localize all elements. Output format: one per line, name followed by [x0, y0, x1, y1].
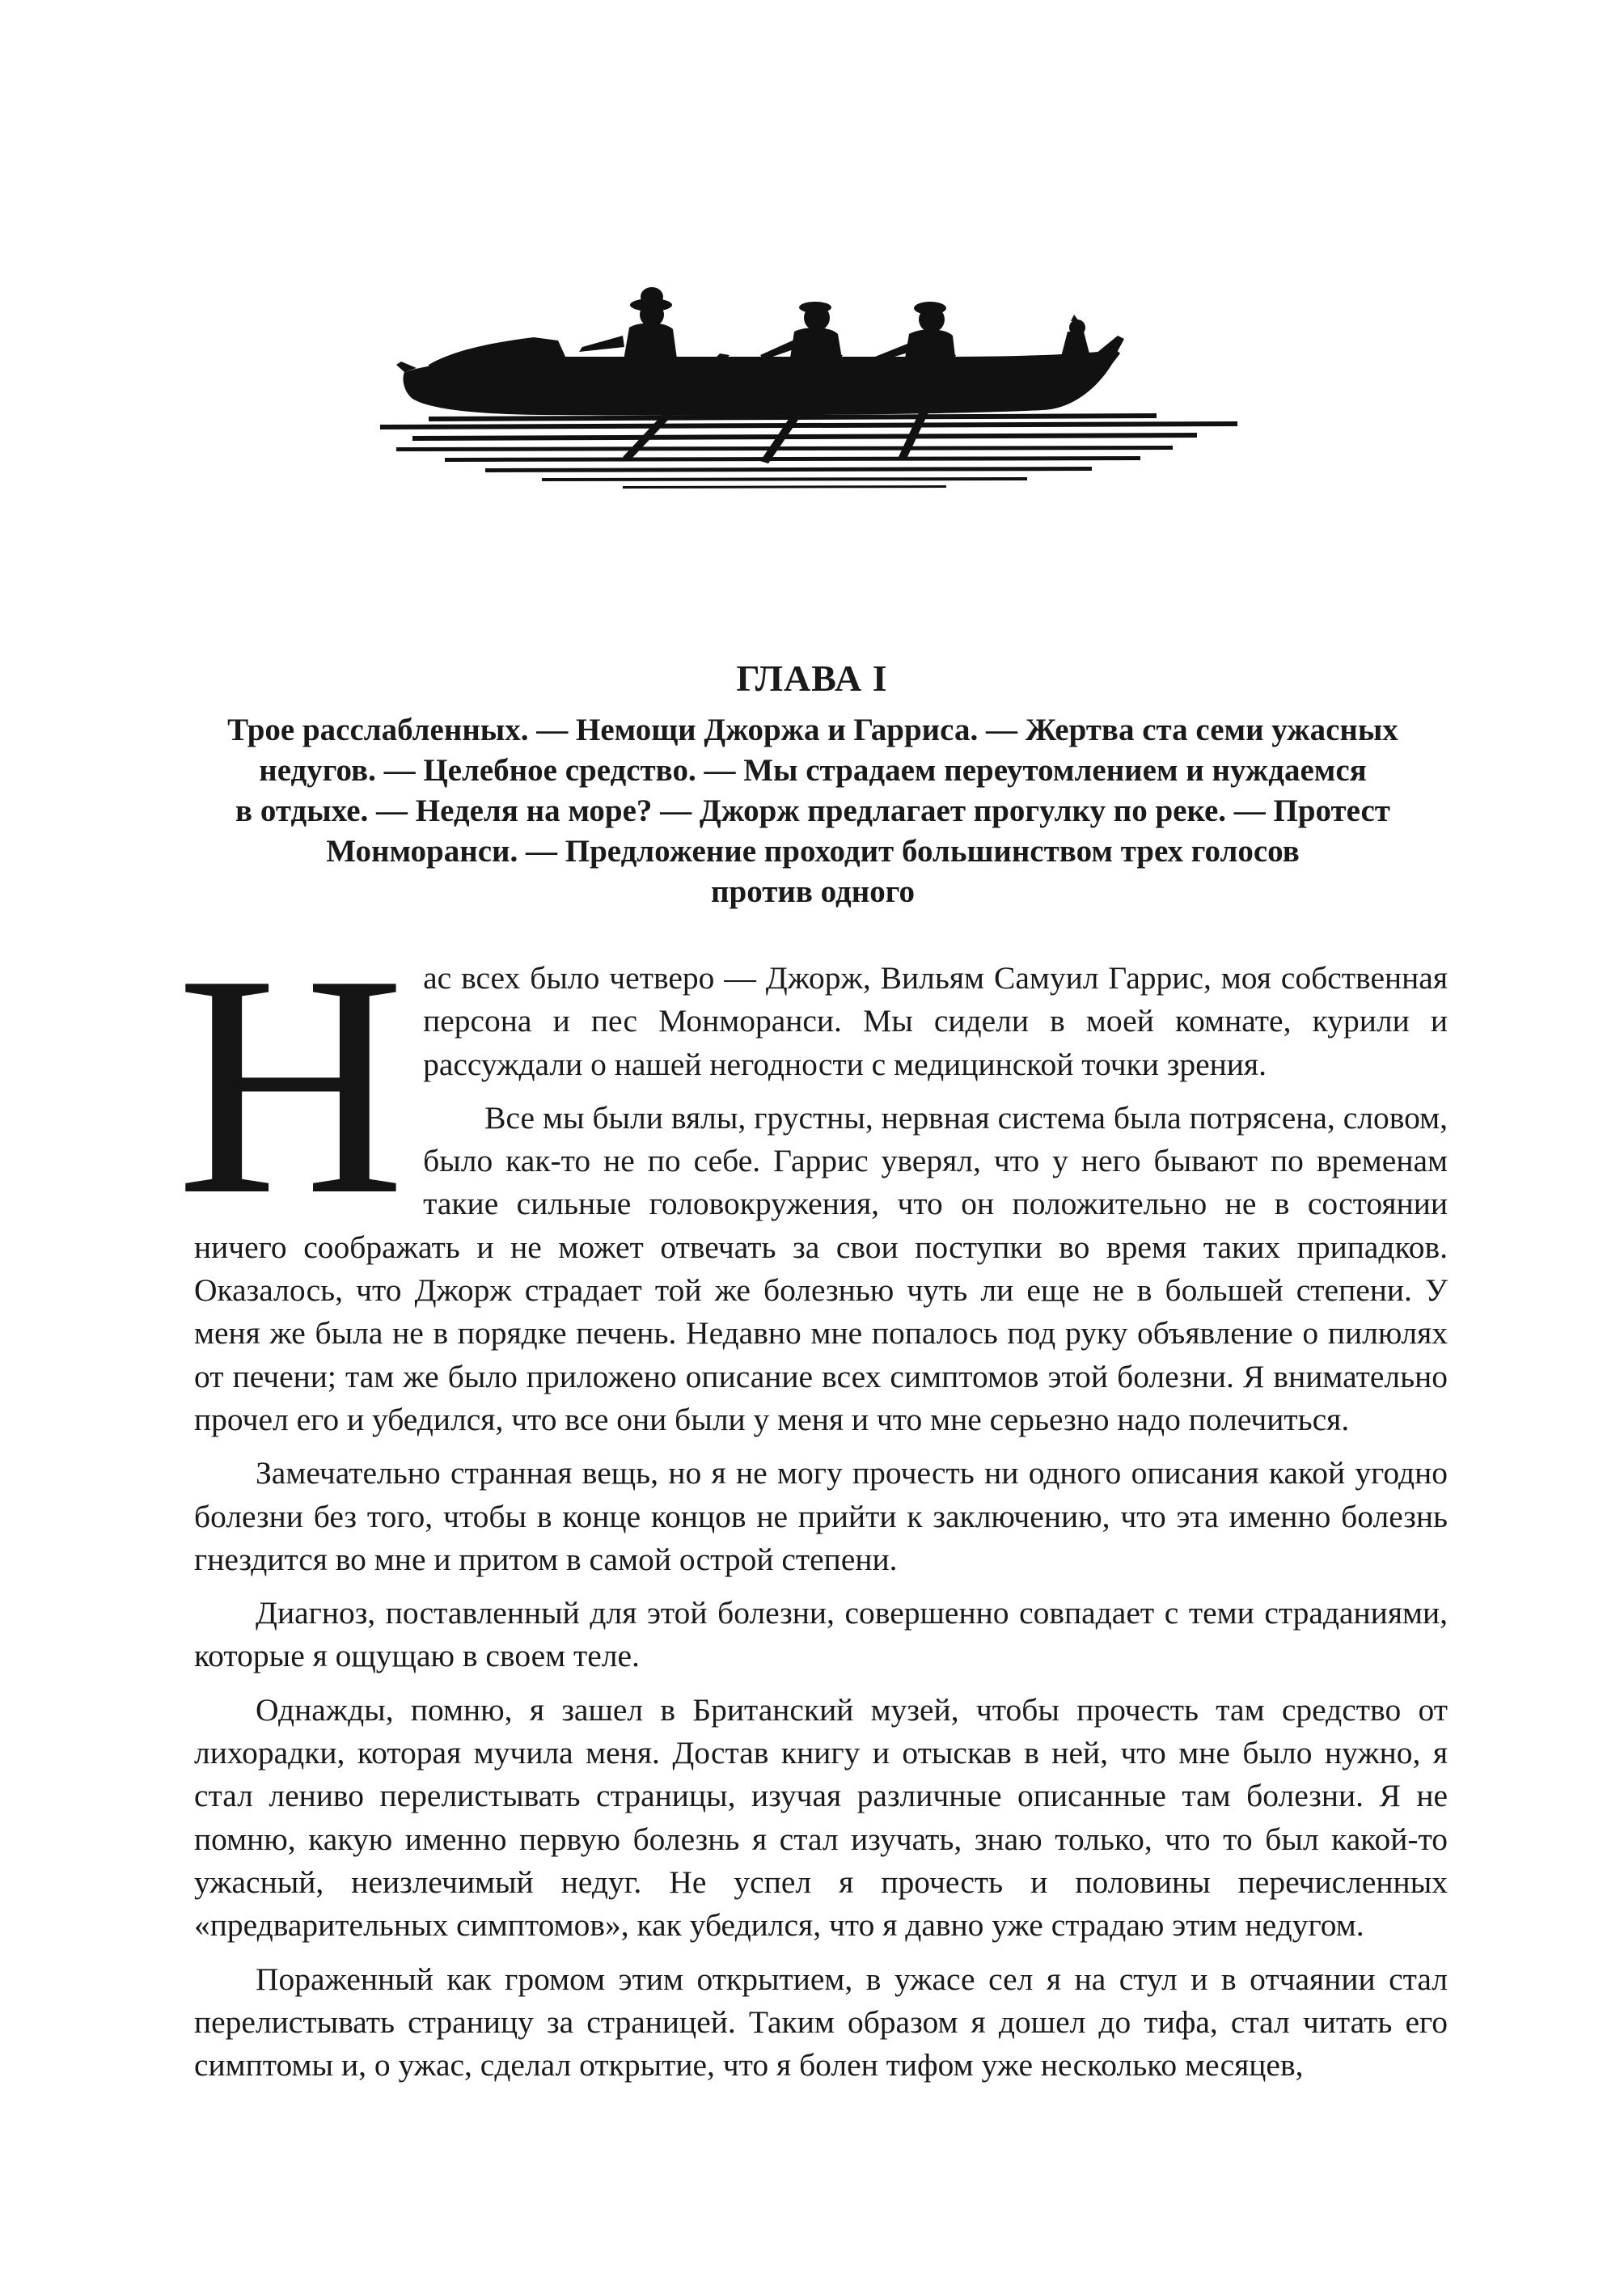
drop-cap: Н: [176, 909, 406, 1260]
body-paragraph: Замечательно странная вещь, но я не могу прочесть ни одного описания какой угодно болезни без того, чтобы в конце концов не прийти к заключению, что эта именно болезнь гнездится во мне и притом в самой острой степени.: [194, 1455, 1448, 1577]
body-paragraph: Все мы были вялы, грустны, нервная система была потрясена, словом, было как-то не по себе. Гаррис уверял, что у него бывают по временам такие сильные головокружения, что он положительно не в состоянии ничего соображать и не может отвечать за свои поступки во время таких припадков. Оказалось, что Джорж страдает той же болезнью чуть ли еще не в большей степени. У меня же была не в порядке печень. Недавно мне попалось под руку объявление о пилюлях от печени; там же было приложено описание всех симптомов этой болезни. Я внимательно прочел его и убедился, что все они были у меня и что мне серьезно надо полечиться.: [194, 1099, 1448, 1437]
body-paragraph: Однажды, помню, я зашел в Британский музей, чтобы прочесть там средство от лихорадки, которая мучила меня. Достав книгу и отыскав в ней, что мне было нужно, я стал лениво перелистывать страницы, изучая различные описанные там болезни. Я не помню, какую именно первую болезнь я стал изучать, знаю только, что то был какой-то ужасный, неизлечимый недуг. Не успел я прочесть и половины перечисленных «предварительных симптомов», как убедился, что я давно уже страдаю этим недугом.: [194, 1691, 1448, 1944]
paragraph-text: ас всех было четверо — Джорж, Вильям Самуил Гаррис, моя собственная персона и пес Монморанси. Мы сидели в моей комнате, курили и рассуждали о нашей негодности с медицинской точки зрения.: [423, 960, 1448, 1082]
chapter-title: ГЛАВА I: [736, 658, 888, 699]
chapter-synopsis: [170, 710, 1456, 912]
synopsis-line: Монморанси. — Предложение проходит большинством трех голосов: [326, 834, 1300, 869]
synopsis-line: против одного: [711, 874, 915, 909]
synopsis-line: недугов. — Целебное средство. — Мы страдаем переутомлением и нуждаемся: [259, 753, 1367, 788]
chapter-body: [176, 909, 1448, 2097]
body-paragraph: [176, 909, 1448, 1260]
body-paragraph: Диагноз, поставленный для этой болезни, совершенно совпадает с теми страданиями, которые я ощущаю в своем теле.: [194, 1595, 1448, 1674]
rowing-boat-illustration: [380, 287, 1237, 497]
synopsis-line: Трое расслабленных. — Немощи Джоржа и Гарриса. — Жертва ста семи ужасных: [227, 713, 1398, 747]
body-paragraph: Пораженный как громом этим открытием, в ужасе сел я на стул и в отчаянии стал перелистывать страницу за страницей. Таким образом я дошел до тифа, стал читать его симптомы и, о ужас, сделал открытие, что я болен тифом уже несколько месяцев,: [194, 1961, 1448, 2084]
synopsis-line: в отдыхе. — Неделя на море? — Джорж предлагает прогулку по реке. — Протест: [235, 793, 1390, 828]
